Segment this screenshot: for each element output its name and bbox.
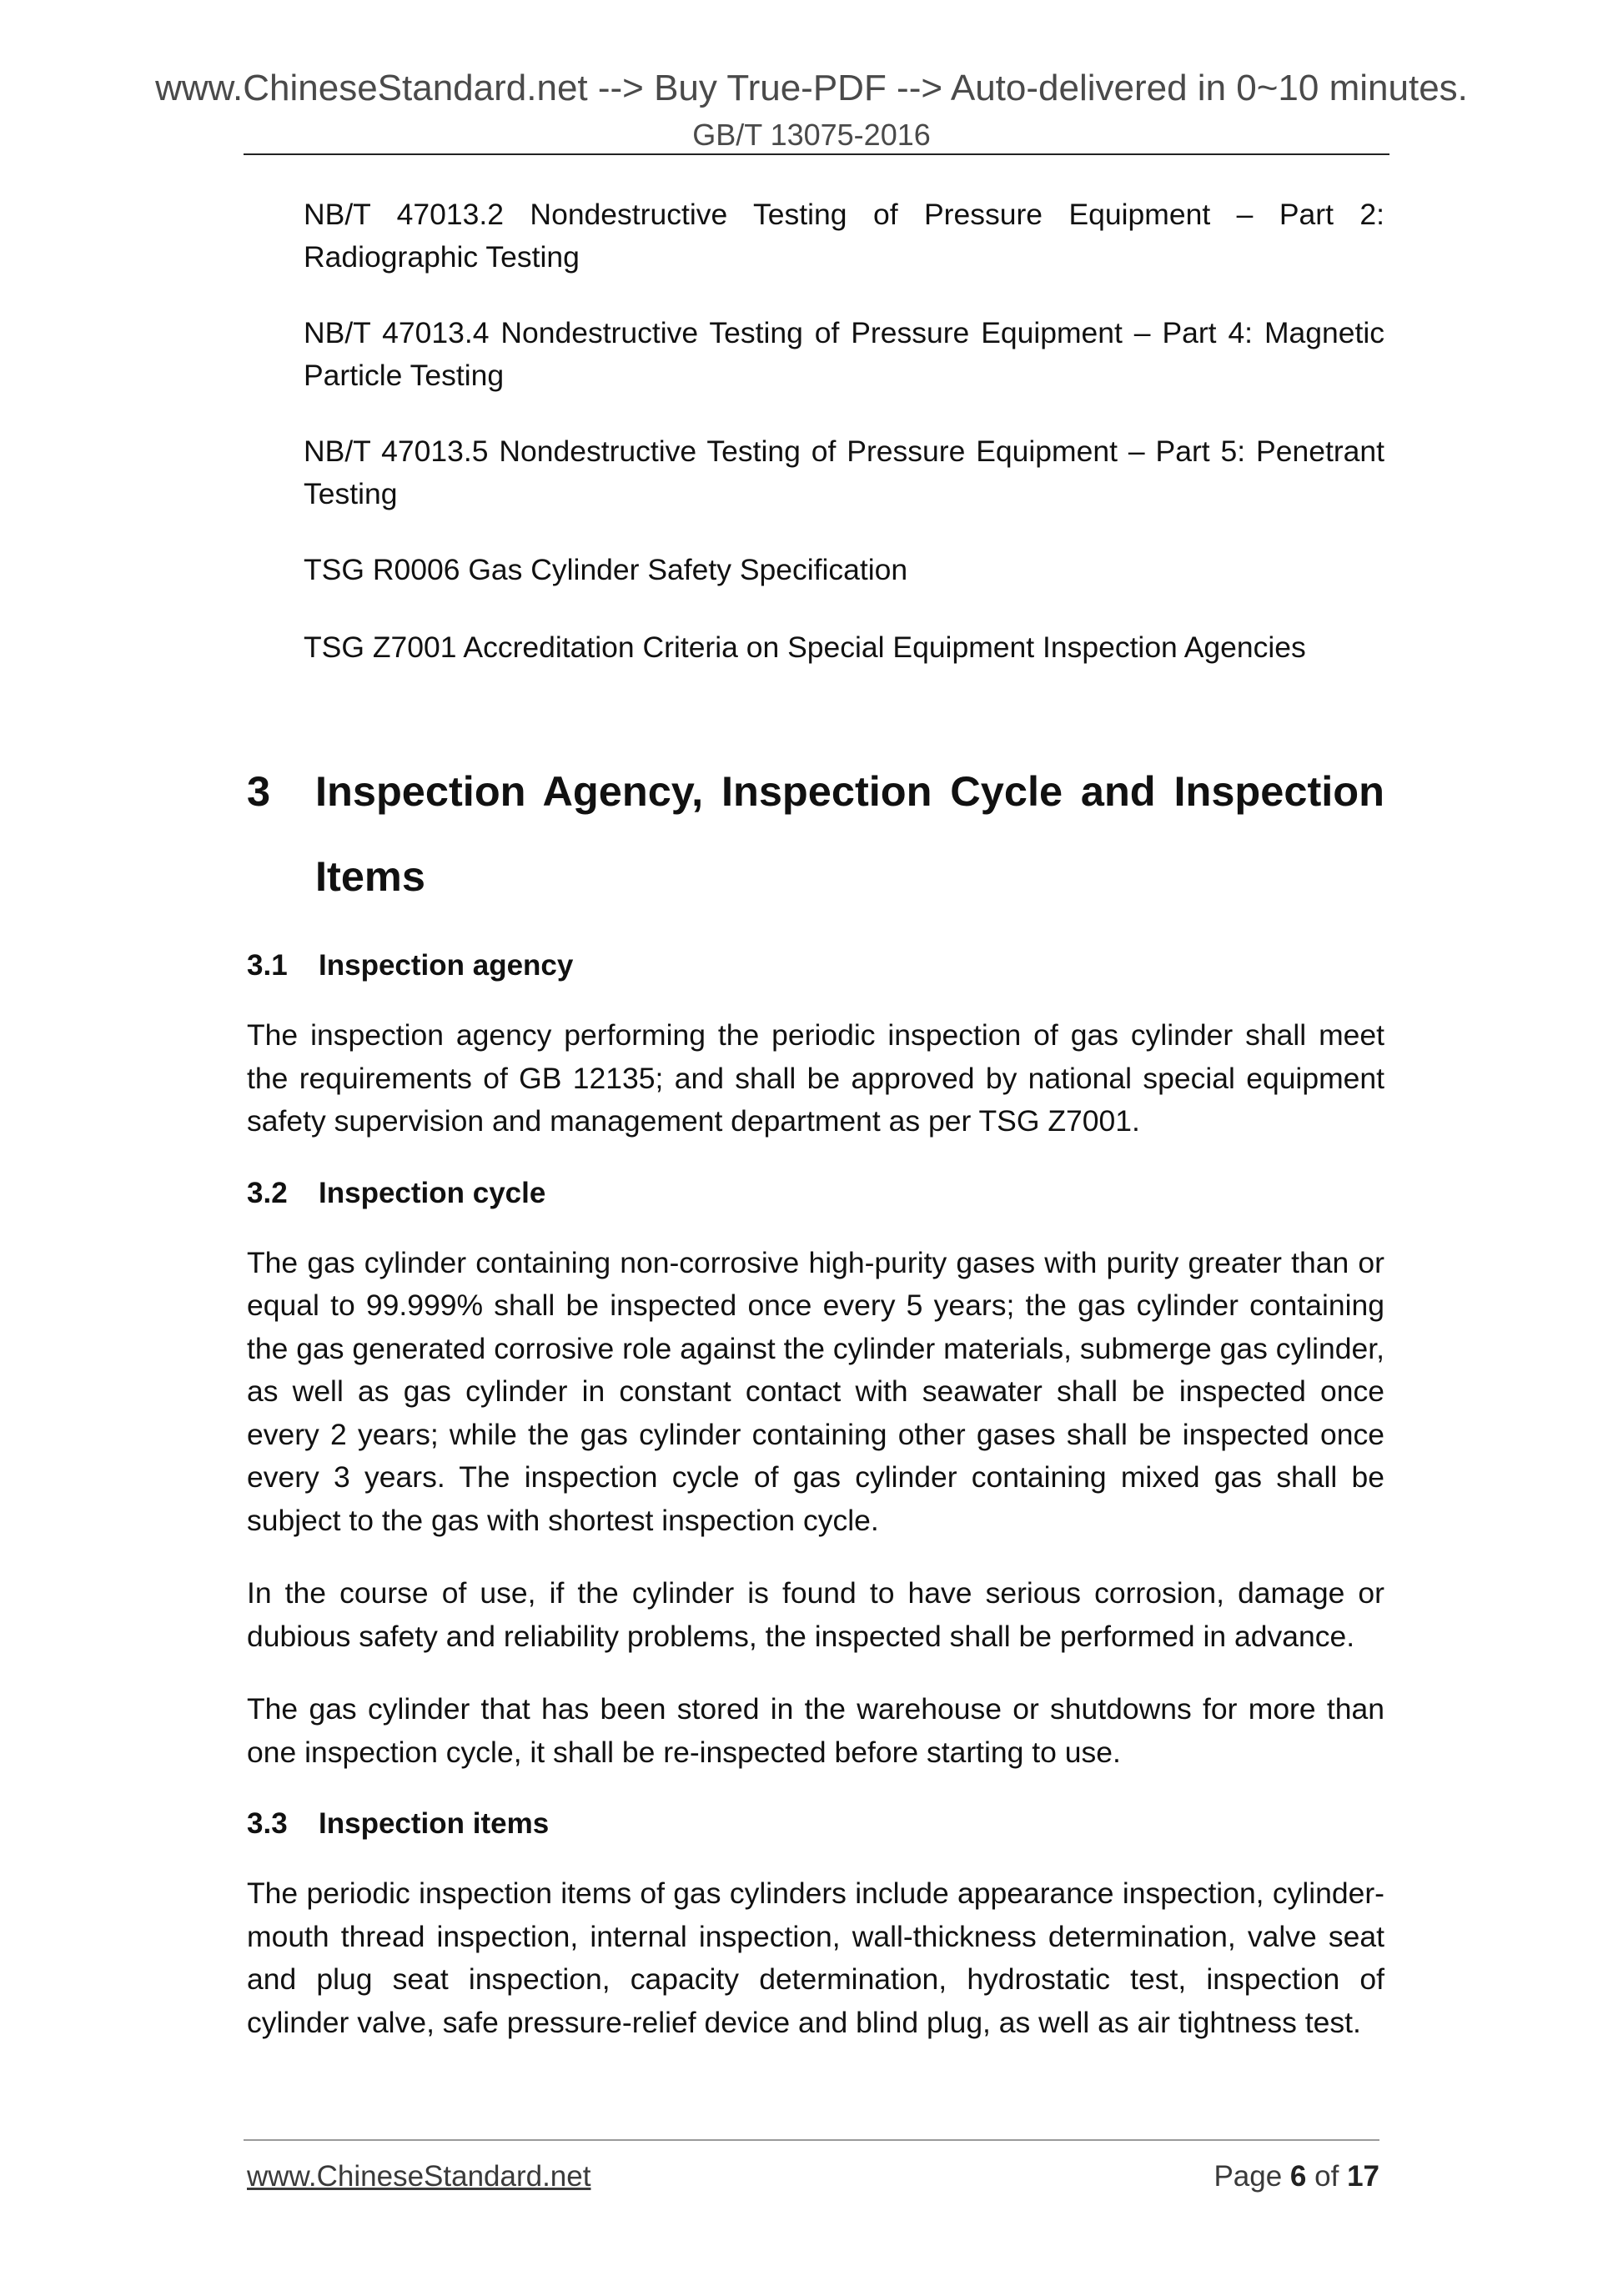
subsection-number: 3.3 — [247, 1807, 288, 1840]
subsection-3-3-heading — [247, 1804, 1384, 1844]
subsection-3-2-heading — [247, 1173, 1384, 1213]
paragraph-inspection-agency: The inspection agency performing the periodic inspection of gas cylinder shall meet the requirements of GB 12135; and shall be approved by national special equipment safety supervision and management department as per TSG Z7001. — [247, 1018, 1384, 1138]
paragraph-cycle-periods: The gas cylinder containing non-corrosive high-purity gases with purity greater than or equal to 99.999% shall be inspected once every 5 years; the gas cylinder containing the gas generated corrosive role against the cylinder materials, submerge gas cylinder, as well as gas cylinder in constant contact with seawater shall be inspected once every 2 years; while the gas cylinder containing other gases shall be inspected once every 3 years. The inspection cycle of gas cylinder containing mixed gas shall be subject to the gas with shortest inspection cycle. — [247, 1245, 1384, 1537]
section-title: Inspection Agency, Inspection Cycle and Inspection Items — [315, 767, 1384, 900]
top-banner[interactable]: www.ChineseStandard.net --> Buy True-PDF --> Auto-delivered in 0~10 minutes. — [155, 68, 1468, 108]
reference-tsg-r0006: TSG R0006 Gas Cylinder Safety Specification — [304, 553, 908, 586]
page-indicator — [1213, 2158, 1379, 2195]
paragraph-cycle-reinspect: The gas cylinder that has been stored in the warehouse or shutdowns for more than one inspection cycle, it shall be re-inspected before starting to use. — [247, 1692, 1384, 1769]
document-id: GB/T 13075-2016 — [692, 118, 931, 152]
subsection-number: 3.2 — [247, 1176, 288, 1209]
reference-nbt-47013-2: NB/T 47013.2 Nondestructive Testing of Pressure Equipment – Part 2: Radiographic Testing — [304, 198, 1384, 274]
total-pages-number: 17 — [1347, 2160, 1379, 2193]
subsection-title: Inspection agency — [319, 949, 574, 982]
subsection-3-1-heading — [247, 946, 1384, 986]
subsection-title: Inspection cycle — [319, 1176, 546, 1209]
paragraph-cycle-advance: In the course of use, if the cylinder is found to have serious corrosion, damage or dubious safety and reliability problems, the inspected shall be performed in advance. — [247, 1576, 1384, 1653]
subsection-number: 3.1 — [247, 949, 288, 982]
reference-nbt-47013-4: NB/T 47013.4 Nondestructive Testing of Pressure Equipment – Part 4: Magnetic Particle Testing — [304, 316, 1384, 392]
page-of-label: of — [1314, 2160, 1339, 2193]
header-rule — [244, 153, 1389, 155]
reference-nbt-47013-5: NB/T 47013.5 Nondestructive Testing of Pressure Equipment – Part 5: Penetrant Testing — [304, 435, 1384, 510]
footer-rule — [244, 2139, 1379, 2141]
subsection-title: Inspection items — [319, 1807, 550, 1840]
section-number: 3 — [247, 767, 271, 815]
footer-site-link[interactable]: www.ChineseStandard.net — [247, 2160, 591, 2193]
section-3-heading — [247, 749, 1384, 919]
page-content — [247, 193, 1384, 2074]
current-page-number: 6 — [1289, 2160, 1307, 2193]
page-label: Page — [1213, 2160, 1283, 2193]
paragraph-inspection-items: The periodic inspection items of gas cylinders include appearance inspection, cylinder-mouth thread inspection, internal inspection, wall-thickness determination, valve seat and plug seat inspection, capacity determination, hydrostatic test, inspection of cylinder valve, safe pressure-relief device and blind plug, as well as air tightness test. — [247, 1876, 1384, 2039]
reference-tsg-z7001: TSG Z7001 Accreditation Criteria on Special Equipment Inspection Agencies — [304, 631, 1306, 664]
